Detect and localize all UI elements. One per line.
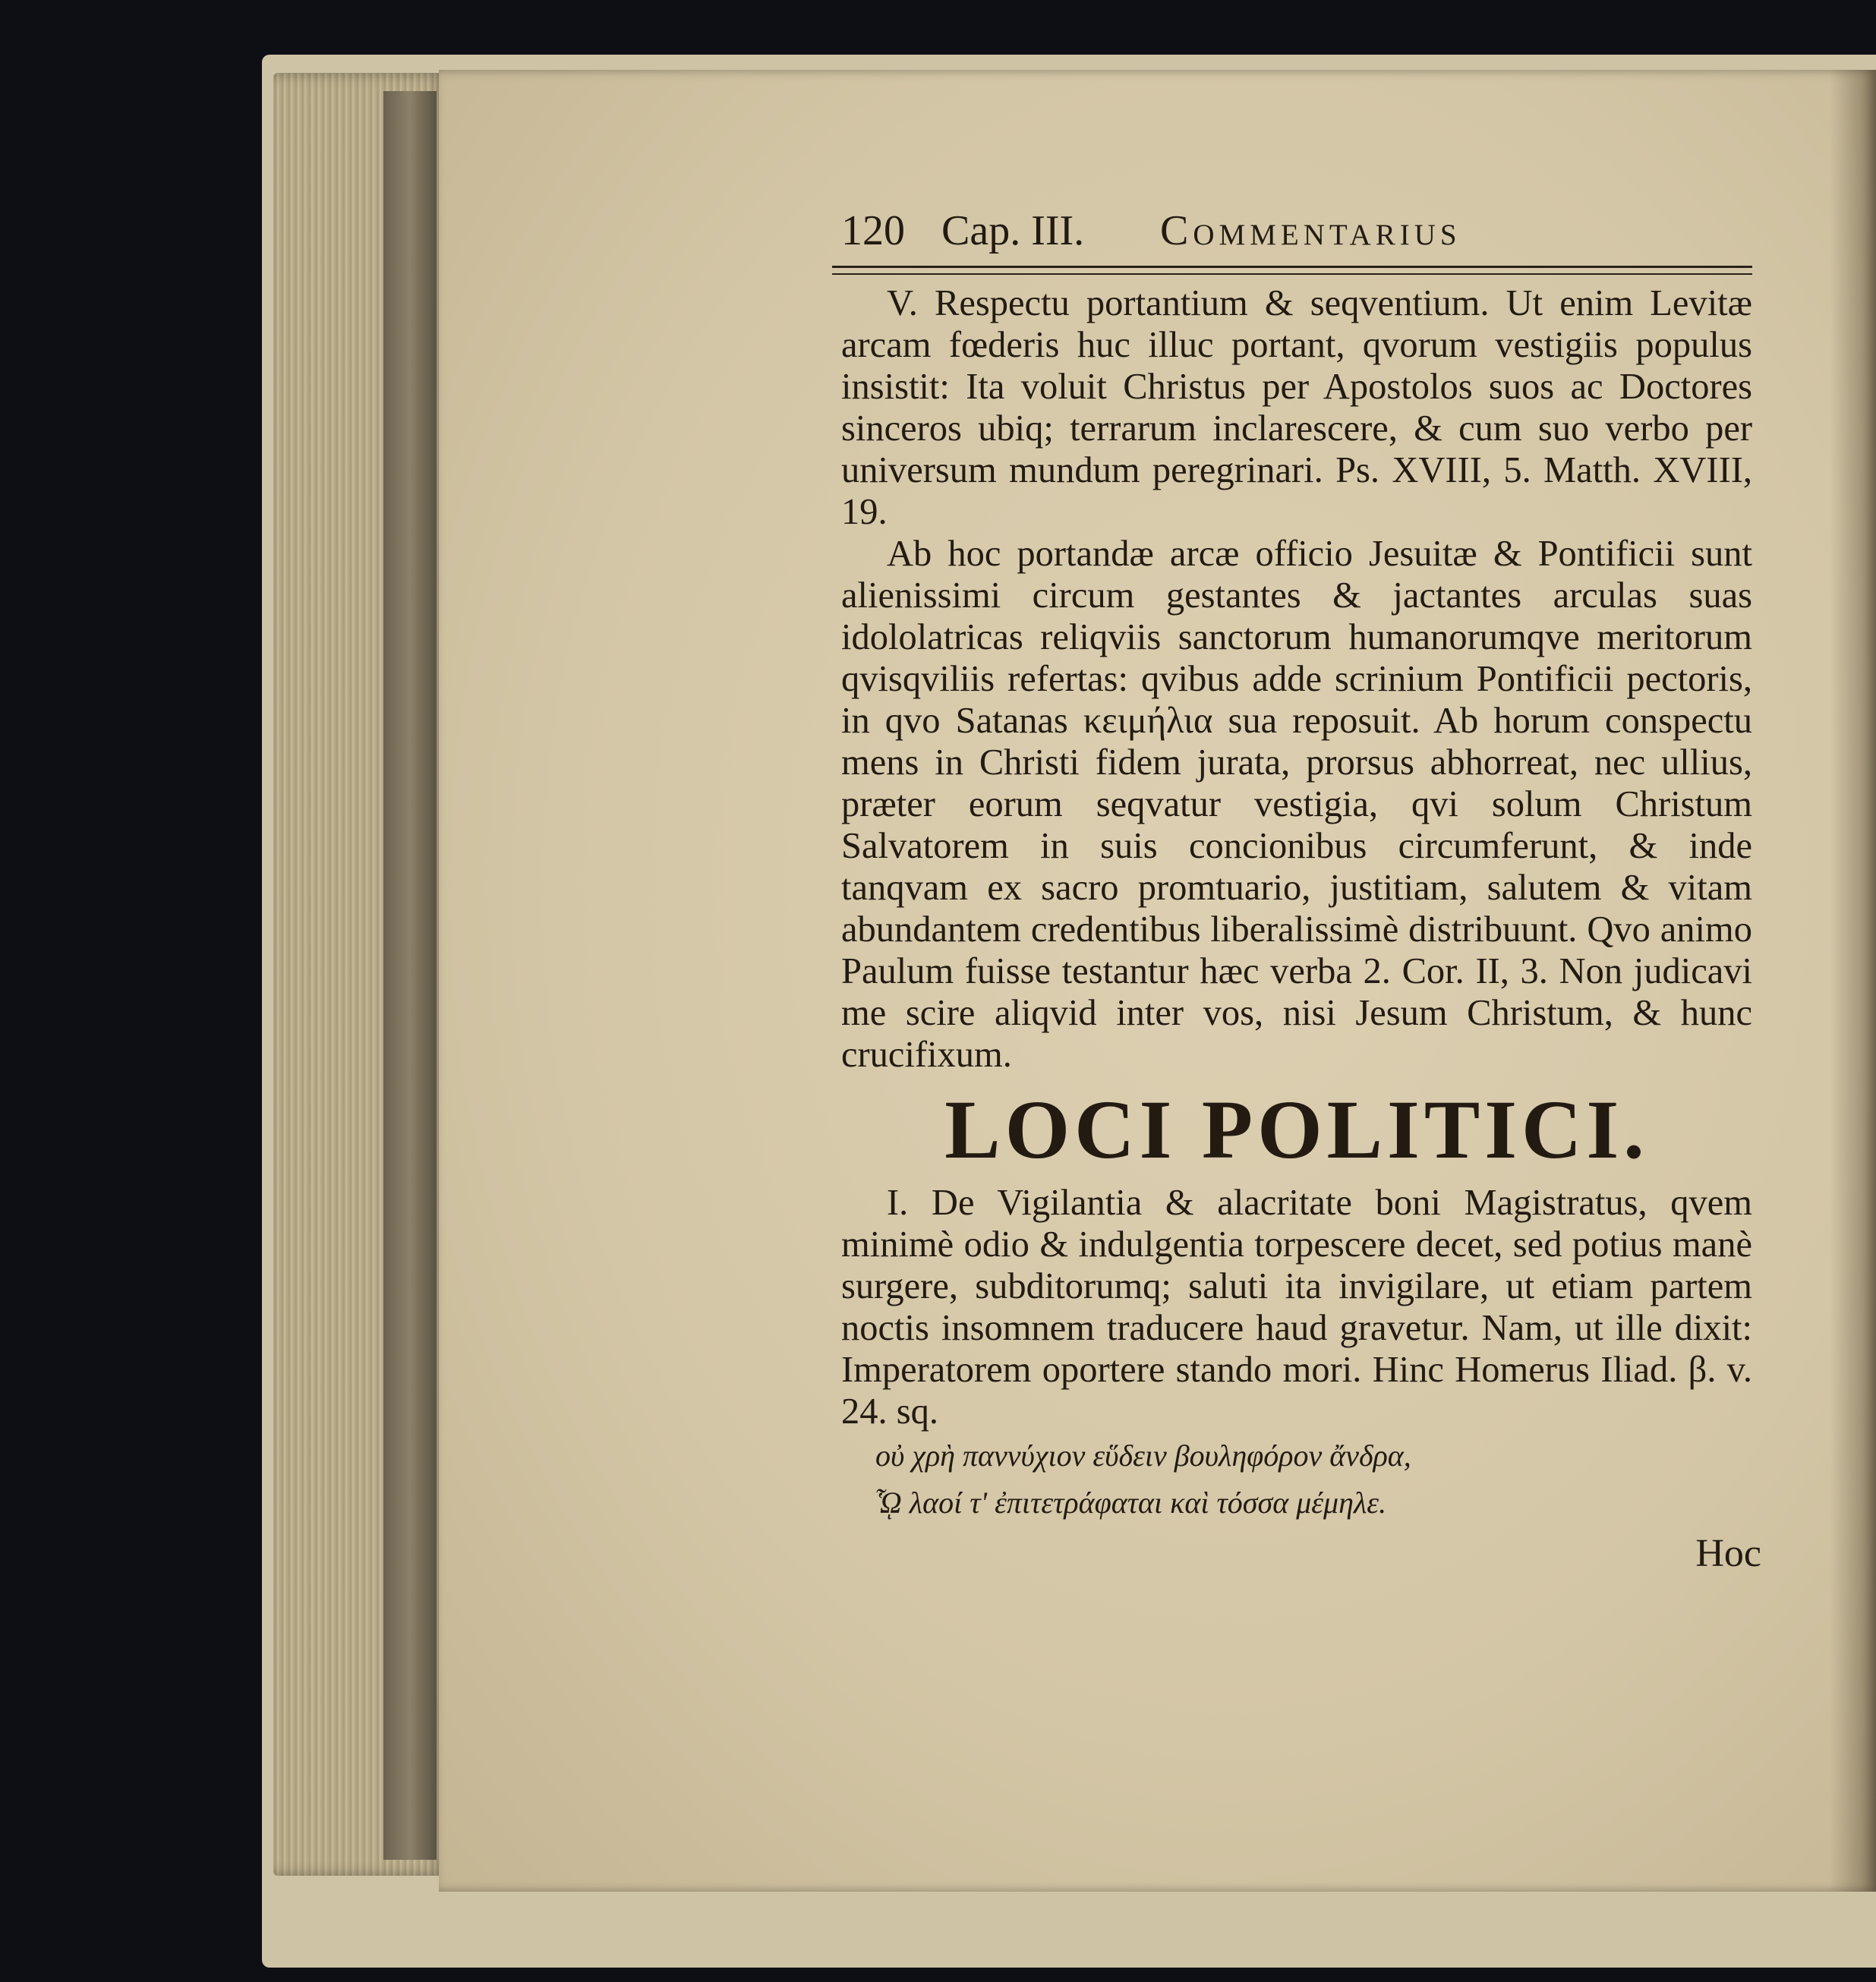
page-text-block <box>841 196 1761 1576</box>
paragraph-vigilantia-text: I. De Vigilantia & alacritate boni Magistratus, qvem minimè odio & indulgentia torpescere decet, sed potius manè surgere, subditorumq; saluti ita invigilare, ut etiam partem noctis insomnem traducere haud gravetur. Nam, ut ille dixit: Imperatorem oportere stando mori. Hinc Homerus Iliad. β. v. 24. sq. <box>841 1183 1752 1432</box>
header-rule <box>832 266 1752 275</box>
greek-line-2: ᾯ λαοί τ' ἐπιτετράφαται καὶ τόσσα μέμηλε. <box>875 1486 1387 1520</box>
running-head-title: Commentarius <box>1160 207 1461 254</box>
section-title: LOCI POLITICI. <box>944 1083 1649 1176</box>
page-number: 120 <box>841 207 905 254</box>
greek-quotation <box>875 1432 1752 1527</box>
running-header <box>841 196 1752 264</box>
paragraph-respectu-text: V. Respectu portantium & seqventium. Ut enim Levitæ arcam fœderis huc illuc portant, qvorum vestigiis populus insistit: Ita voluit Christus per Apostolos suos ac Doctores sinceros ubiq; terrarum inclarescere, & cum suo verbo per universum mundum peregrinari. Ps. XVIII, 5. Matth. XVIII, 19. <box>841 283 1752 532</box>
paragraph-ab-hoc-text: Ab hoc portandæ arcæ officio Jesuitæ & Pontificii sunt alienissimi circum gestantes & jactantes arculas suas idololatricas reliqviis sanctorum humanorumqve meritorum qvisqviliis refertas: qvibus adde scrinium Pontificii pectoris, in qvo Satanas κειμήλια sua reposuit. Ab horum conspectu mens in Christi fidem jurata, prorsus abhorreat, nec ullius, præter eorum seqvatur vestigia, qvi solum Christum Salvatorem in suis concionibus circumferunt, & inde tanqvam ex sacro promtuario, justitiam, salutem & vitam abundantem credentibus liberalissimè distribuunt. Qvo animo Paulum fuisse testantur hæc verba 2. Cor. II, 3. Non judicavi me scire aliqvid inter vos, nisi Jesum Christum, & hunc crucifixum. <box>841 534 1752 1075</box>
greek-line-1: οὐ χρὴ παννύχιον εὕδειν βουληφόρον ἄνδρα, <box>875 1438 1411 1473</box>
paragraph-ab-hoc <box>841 533 1752 1076</box>
catchword: Hoc <box>1695 1532 1761 1575</box>
page-gutter <box>1830 70 1876 1892</box>
paragraph-vigilantia <box>841 1182 1752 1432</box>
page-stack-shadow <box>383 91 437 1860</box>
chapter-label: Cap. III. <box>941 207 1085 254</box>
paragraph-respectu <box>841 282 1752 533</box>
